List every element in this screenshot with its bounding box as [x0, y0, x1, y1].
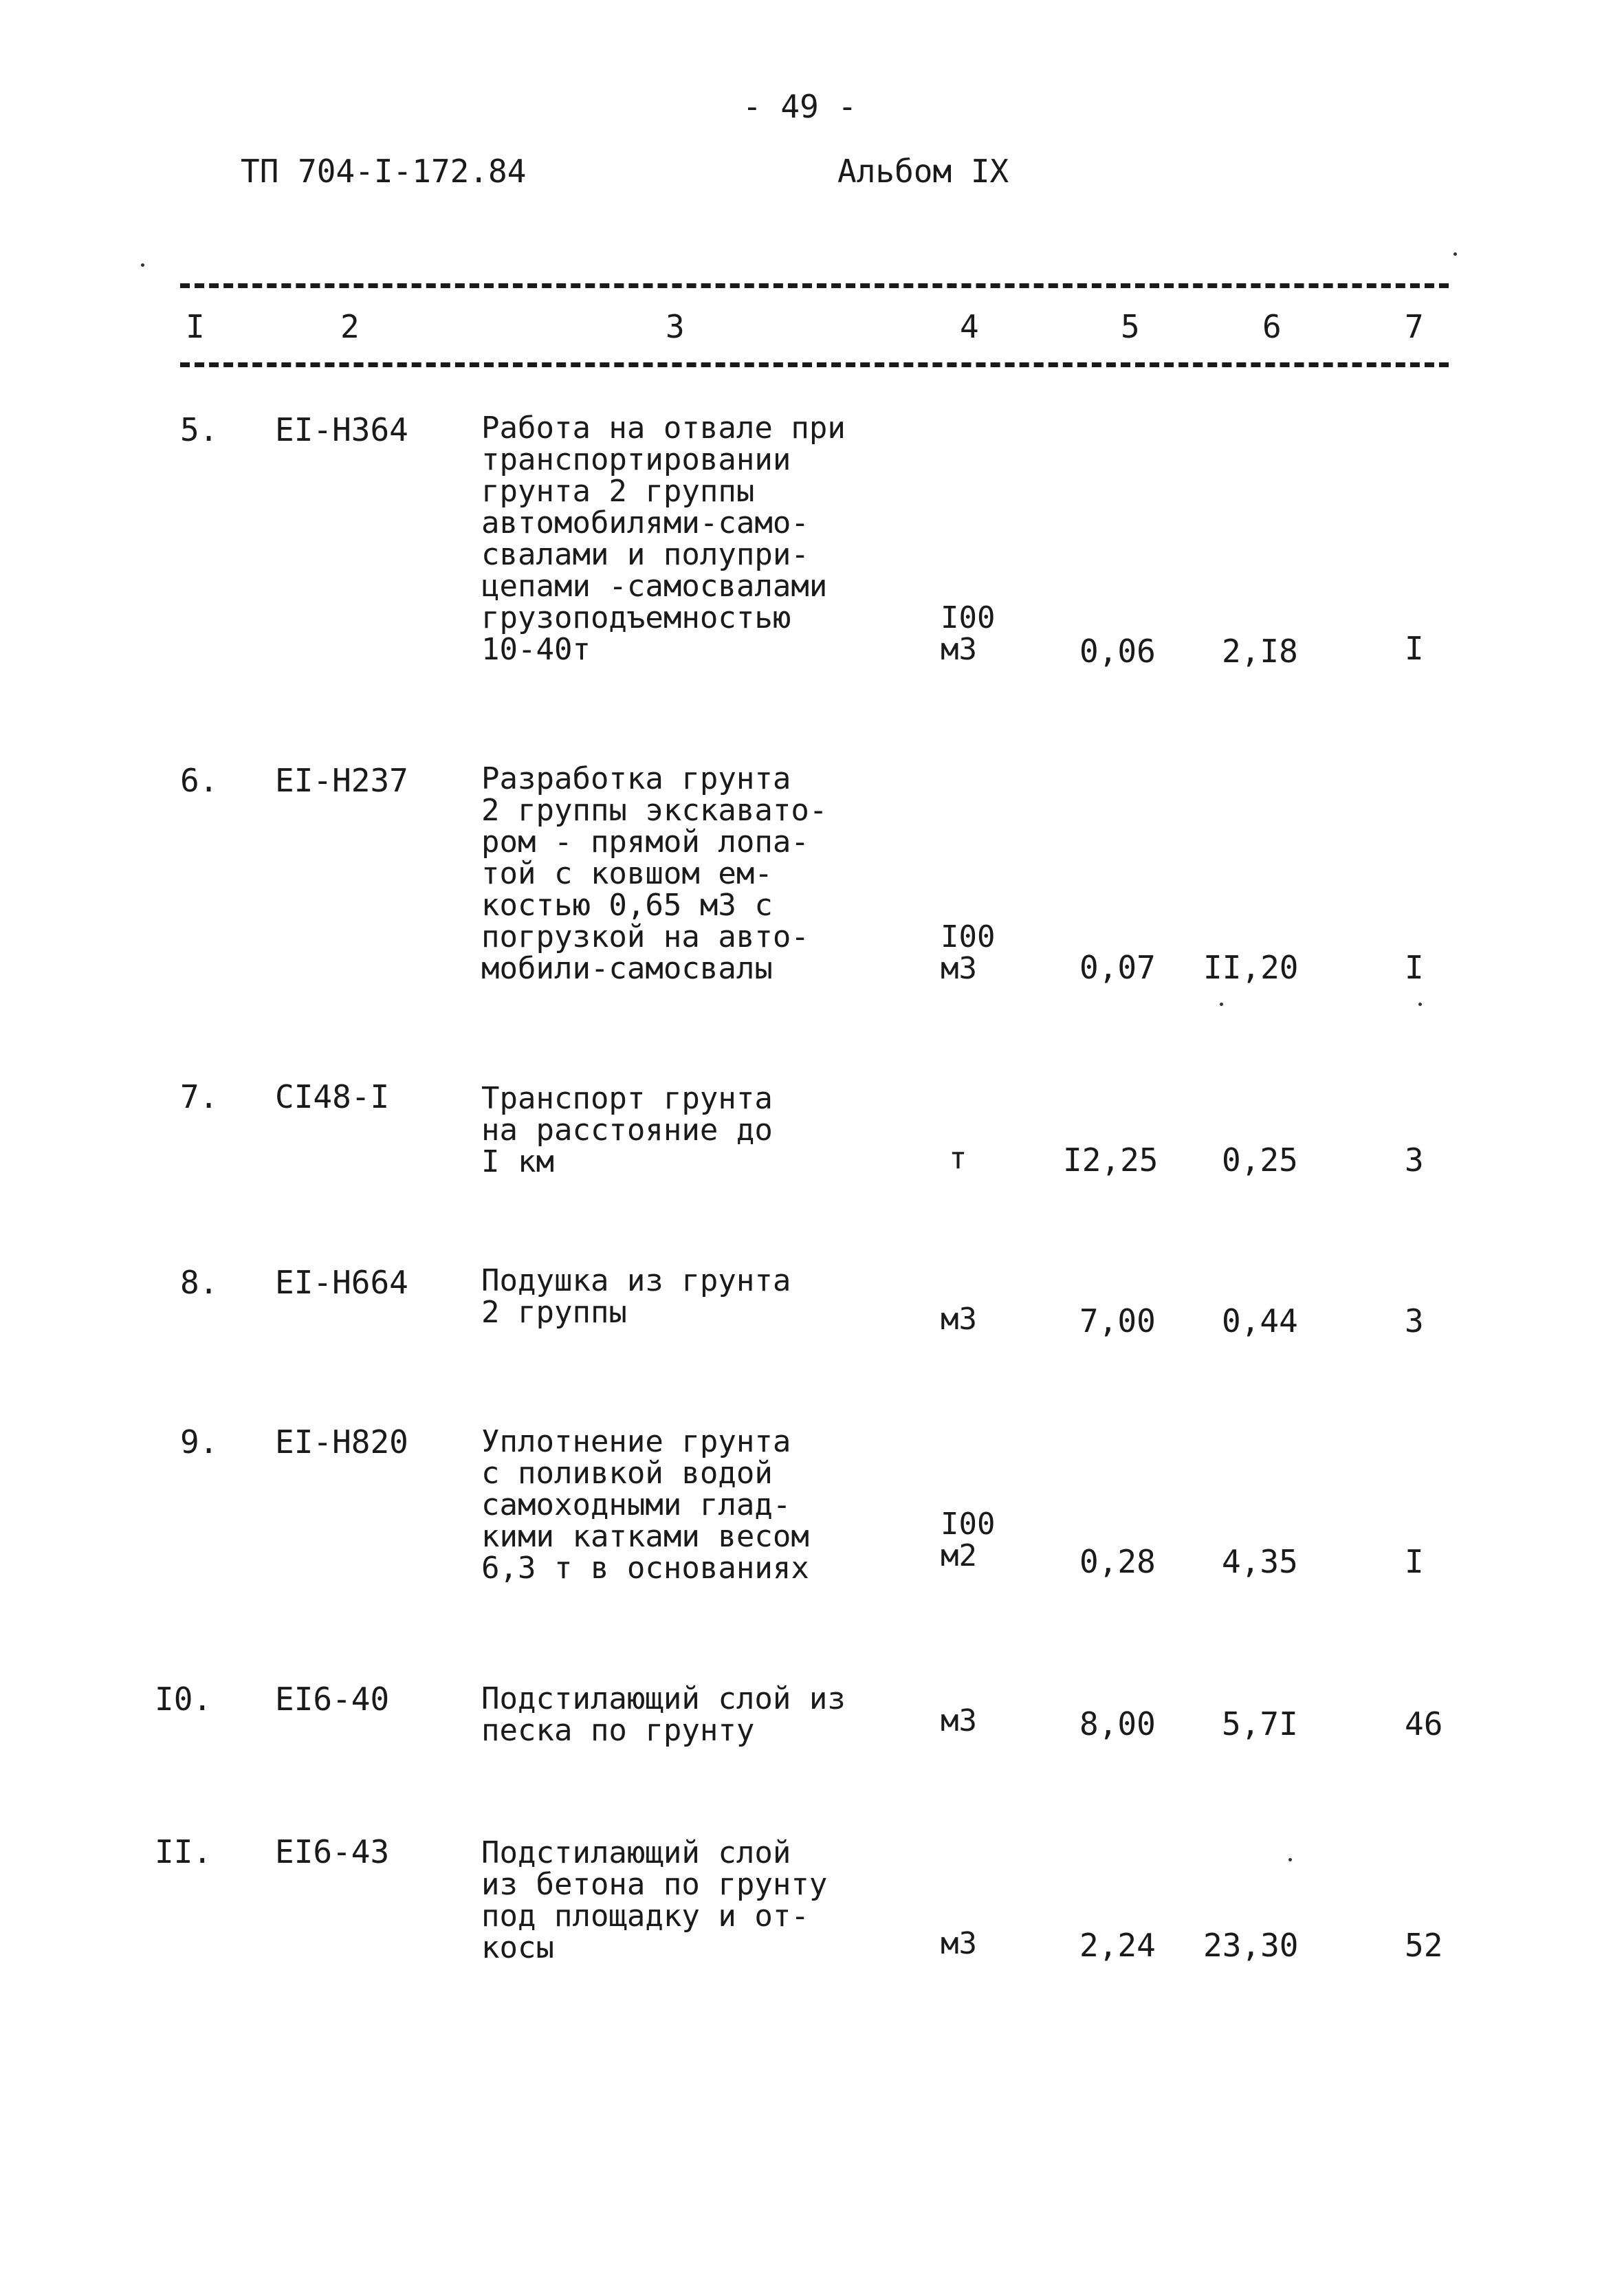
scan-speck [1453, 252, 1457, 256]
row-total: 46 [1405, 1705, 1443, 1742]
scan-speck [1288, 1858, 1292, 1861]
table-header-top-rule [180, 283, 1449, 288]
row-code: EI6-40 [275, 1681, 390, 1718]
row-number: II. [155, 1833, 212, 1870]
row-code: CI48-I [275, 1078, 390, 1115]
row-quantity: 2,24 [1079, 1927, 1156, 1964]
row-unit: м3 [941, 1703, 977, 1738]
row-unit: м3 [941, 1926, 977, 1961]
scan-speck [1220, 1003, 1223, 1006]
row-quantity: 0,07 [1079, 949, 1156, 986]
row-number: 8. [180, 1264, 219, 1301]
column-heading-7: 7 [1405, 308, 1424, 345]
row-code: EI6-43 [275, 1833, 390, 1870]
scan-speck [141, 263, 144, 267]
row-quantity: 0,28 [1079, 1543, 1156, 1580]
row-number: 5. [180, 411, 219, 448]
row-unit-price: 0,25 [1222, 1141, 1298, 1179]
column-heading-6: 6 [1262, 308, 1282, 345]
row-unit-price: II,20 [1203, 949, 1299, 986]
row-unit: I00 м3 [941, 919, 996, 986]
row-quantity: 8,00 [1079, 1705, 1156, 1742]
row-number: 9. [180, 1423, 219, 1461]
row-code: EI-H664 [275, 1264, 408, 1301]
row-description: Уплотнение грунта с поливкой водой самоходными глад- кими катками весом 6,3 т в основаниях [481, 1424, 809, 1586]
row-description: Работа на отвале при транспортировании грунта 2 группы автомобилями-само- свалами и полупри- цепами -самосвалами грузоподъемностью 10-40т [481, 411, 846, 667]
row-description: Разработка грунта 2 группы экскавато- ром - прямой лопа- той с ковшом ем- костью 0,65 м3 с погрузкой на авто- мобили-самосвалы [481, 761, 828, 986]
row-total: I [1405, 949, 1424, 986]
row-unit: т [949, 1141, 967, 1176]
table-header-bottom-rule [180, 362, 1449, 367]
row-description: Транспорт грунта на расстояние до I км [481, 1081, 773, 1179]
row-unit-price: 4,35 [1222, 1543, 1298, 1580]
scan-speck [1418, 1003, 1422, 1006]
row-unit: I00 м3 [941, 600, 996, 667]
column-heading-5: 5 [1121, 308, 1140, 345]
album-label: Альбом IX [837, 153, 1009, 190]
row-code: EI-H364 [275, 411, 408, 448]
row-total: 3 [1405, 1302, 1424, 1340]
row-unit-price: 5,7I [1222, 1705, 1298, 1742]
row-total: 52 [1405, 1927, 1443, 1964]
column-heading-1: I [186, 308, 205, 345]
row-unit-price: 23,30 [1203, 1927, 1299, 1964]
row-description: Подстилающий слой из бетона по грунту под площадку и от- косы [481, 1835, 828, 1965]
row-quantity: 0,06 [1079, 633, 1156, 670]
page-number: - 49 - [743, 88, 857, 125]
row-number: I0. [155, 1681, 212, 1718]
row-quantity: I2,25 [1063, 1141, 1159, 1179]
row-total: 3 [1405, 1141, 1424, 1179]
row-code: EI-H820 [275, 1423, 408, 1461]
row-unit: I00 м2 [941, 1507, 996, 1573]
column-heading-2: 2 [340, 308, 360, 345]
document-code: ТП 704-I-172.84 [241, 153, 527, 190]
row-total: I [1405, 630, 1424, 667]
row-quantity: 7,00 [1079, 1302, 1156, 1340]
row-code: EI-H237 [275, 762, 408, 799]
column-heading-4: 4 [960, 308, 979, 345]
row-number: 6. [180, 762, 219, 799]
row-unit-price: 0,44 [1222, 1302, 1298, 1340]
row-total: I [1405, 1543, 1424, 1580]
row-unit: м3 [941, 1302, 977, 1337]
row-description: Подстилающий слой из песка по грунту [481, 1681, 846, 1748]
row-unit-price: 2,I8 [1222, 633, 1298, 670]
column-heading-3: 3 [666, 308, 685, 345]
row-description: Подушка из грунта 2 группы [481, 1263, 791, 1330]
row-number: 7. [180, 1078, 219, 1115]
